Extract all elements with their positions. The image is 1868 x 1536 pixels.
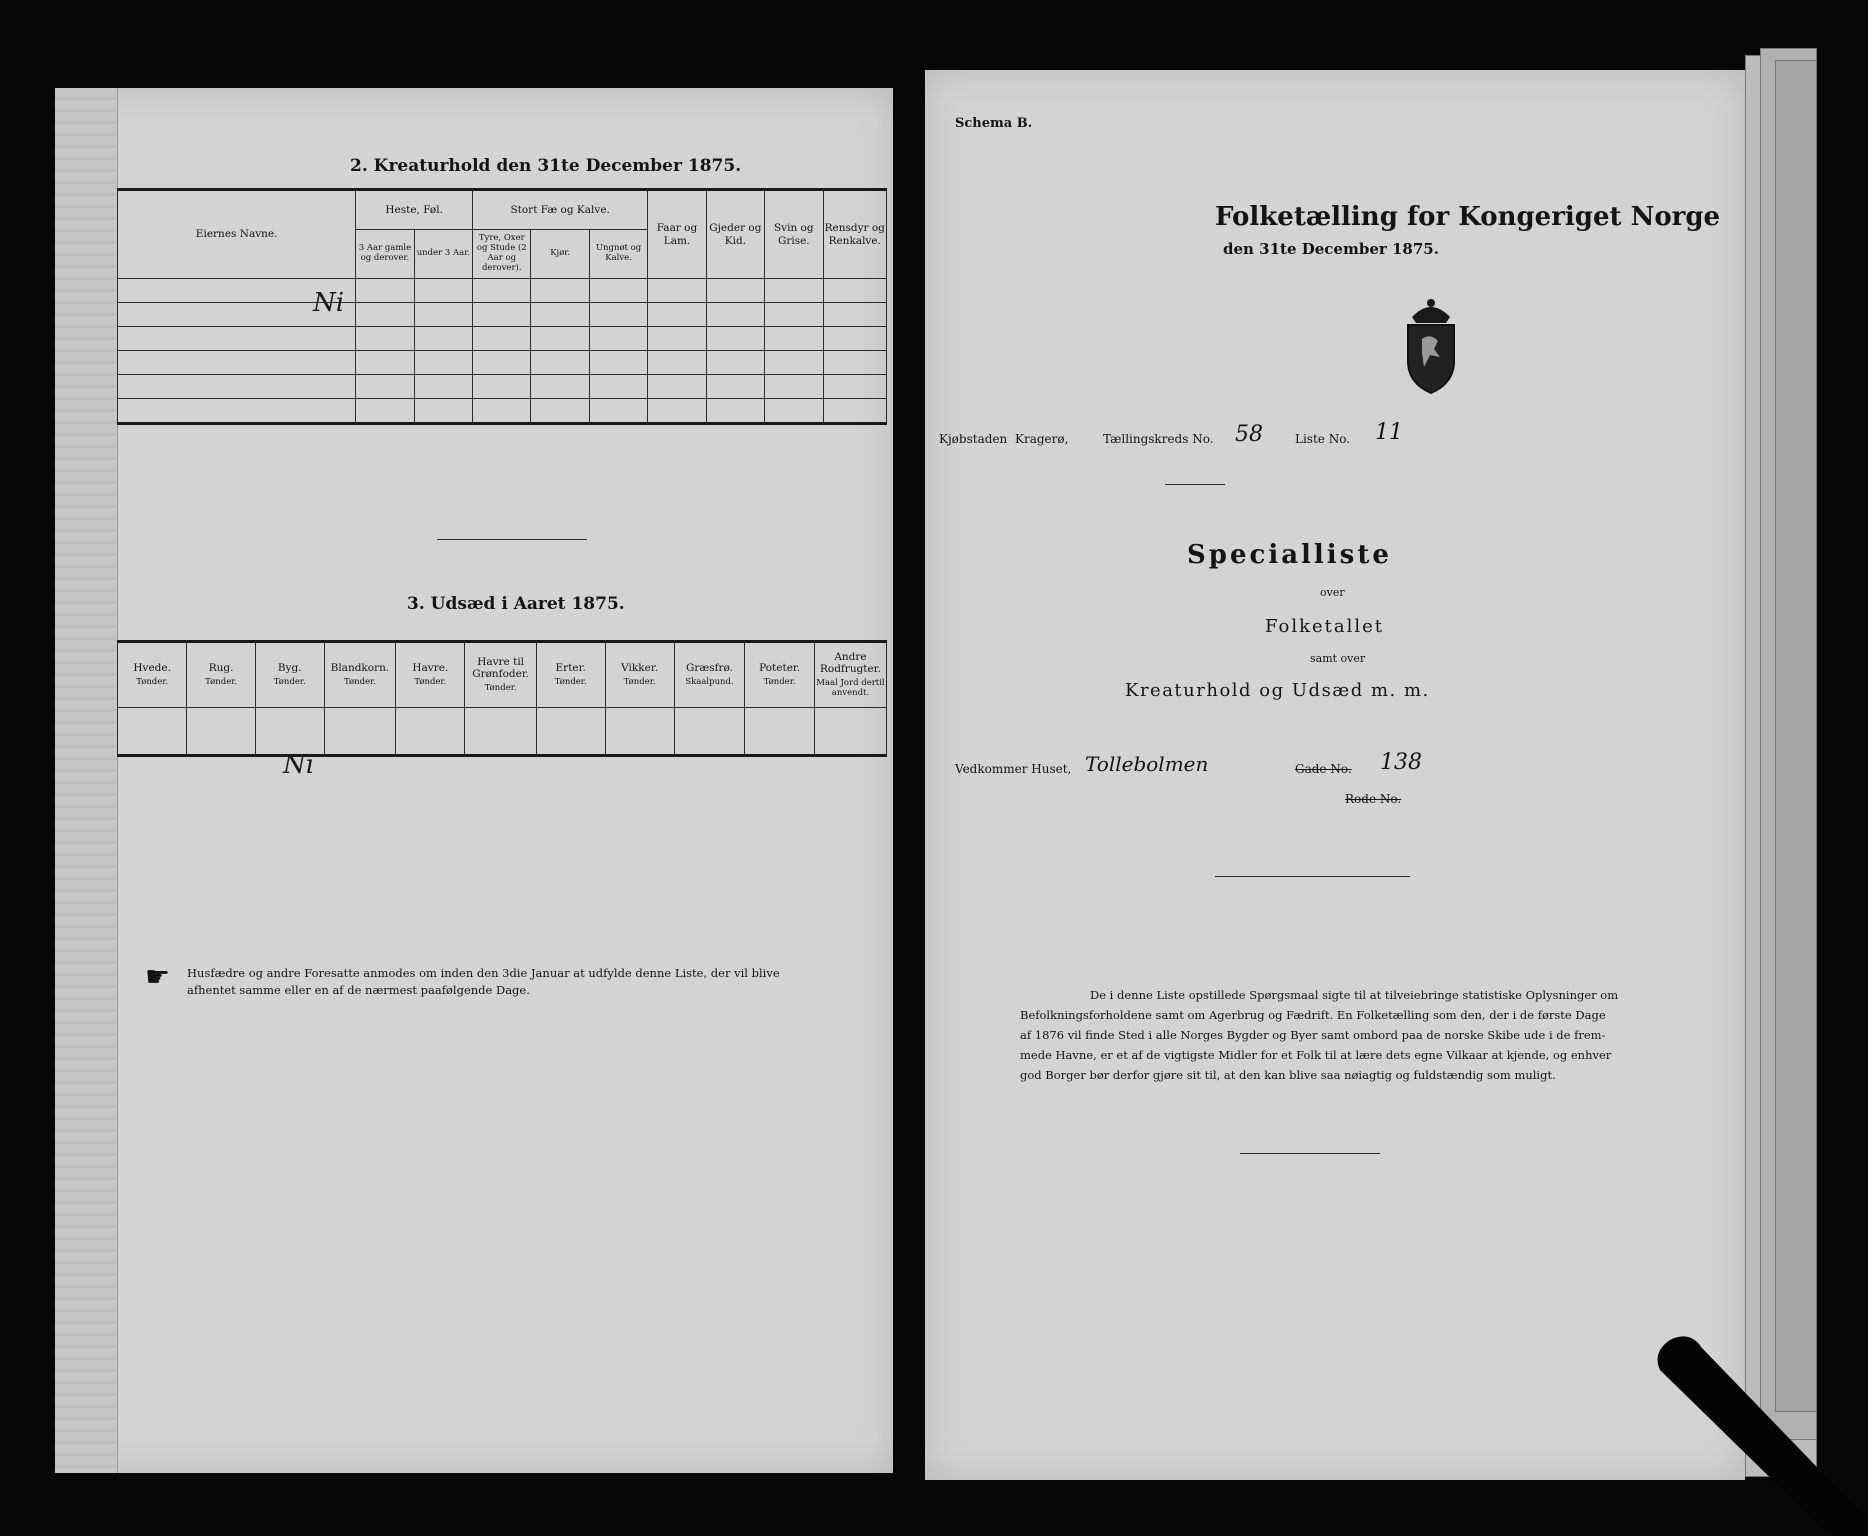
kreaturhold-title: 2. Kreaturhold den 31te December 1875.: [350, 156, 742, 176]
vedkommer-label: Vedkommer Huset,: [955, 762, 1072, 776]
table-cell: [187, 708, 256, 756]
col-rensdyr: Rensdyr og Renkalve.: [823, 190, 887, 279]
left-page: [55, 88, 893, 1473]
rode-label: Rode No.: [1345, 792, 1402, 806]
udsaed-col-9: [745, 642, 815, 708]
udsaed-table: [117, 640, 887, 757]
table-row: [118, 327, 887, 351]
udsaed-col-10: [814, 642, 886, 708]
table-cell: [465, 708, 536, 756]
col-ungnot: Ungnøt og Kalve.: [589, 230, 647, 279]
census-date: den 31te December 1875.: [1223, 240, 1439, 258]
over-text: over: [1320, 586, 1345, 599]
udsaed-col-1: [187, 642, 256, 708]
table-row: [118, 279, 887, 303]
kreaturhold-handwritten-entry: Ni: [313, 288, 345, 318]
table-cell: [674, 708, 745, 756]
kjobstad-label: Kjøbstaden: [939, 432, 1008, 446]
udsaed-col-3: [324, 642, 396, 708]
udsaed-col-name: Havre.: [412, 662, 449, 675]
udsaed-col-name: Byg.: [277, 662, 302, 675]
udsaed-col-name: Hvede.: [133, 662, 171, 675]
kreds-label: Tællingskreds No.: [1103, 432, 1214, 446]
samt-over-text: samt over: [1310, 652, 1366, 665]
table-cell: [396, 708, 465, 756]
kjobstad-value: Kragerø,: [1015, 432, 1069, 446]
instructions-paragraph: [1020, 985, 1690, 1085]
notice-line-2: afhentet samme eller en af de nærmest paafølgende Dage.: [187, 983, 530, 997]
col-kjor: Kjør.: [531, 230, 589, 279]
udsaed-col-unit: Tønder.: [554, 677, 587, 688]
table-row: [118, 351, 887, 375]
gade-value: 138: [1380, 750, 1422, 775]
udsaed-col-6: [536, 642, 605, 708]
paragraph-line: Befolkningsforholdene samt om Agerbrug og Fædrift. En Folketælling som den, der i de første Dage: [1020, 1008, 1606, 1022]
kreds-value: 58: [1235, 422, 1263, 447]
vedkommer-value: Tollebolmen: [1085, 752, 1209, 776]
udsaed-col-unit: Skaalpund.: [685, 677, 734, 688]
udsaed-col-0: [118, 642, 187, 708]
binder-clip: [1640, 1330, 1868, 1536]
udsaed-col-unit: Tønder.: [484, 683, 517, 694]
gade-label: Gade No.: [1295, 762, 1352, 776]
divider: [1240, 1153, 1380, 1154]
divider: [437, 539, 587, 540]
col-heste-3aar: 3 Aar gamle og derover.: [356, 230, 414, 279]
udsaed-col-name: Erter.: [555, 662, 586, 675]
udsaed-col-name: Vikker.: [621, 662, 659, 675]
col-heste-under3: under 3 Aar.: [414, 230, 472, 279]
paragraph-line: mede Havne, er et af de vigtigste Midler for et Folk til at lære dets egne Vilkaar at kjende, og enhver: [1020, 1048, 1612, 1062]
udsaed-col-name: Andre Rodfrugter.: [819, 651, 881, 676]
coat-of-arms-icon: [1400, 295, 1462, 395]
liste-label: Liste No.: [1295, 432, 1351, 446]
udsaed-col-4: [396, 642, 465, 708]
table-row: [118, 399, 887, 424]
table-row: [118, 303, 887, 327]
paragraph-line: god Borger bør derfor gjøre sit til, at den kan blive saa nøiagtig og fuldstændig som muligt.: [1020, 1068, 1556, 1082]
udsaed-col-unit: Tønder.: [763, 677, 796, 688]
udsaed-col-unit: Tønder.: [136, 677, 169, 688]
col-gjeder: Gjeder og Kid.: [706, 190, 764, 279]
udsaed-col-name: Blandkorn.: [330, 662, 390, 675]
udsaed-title: 3. Udsæd i Aaret 1875.: [407, 594, 625, 614]
udsaed-col-unit: Maal Jord dertil anvendt.: [816, 678, 885, 699]
page-edge: [1775, 60, 1817, 1412]
census-title: Folketælling for Kongeriget Norge: [1215, 202, 1721, 232]
paragraph-line: af 1876 vil finde Sted i alle Norges Bygder og Byer samt ombord paa de norske Skibe ude i de frem-: [1020, 1028, 1606, 1042]
pointing-hand-icon: ☛: [145, 960, 171, 993]
udsaed-col-name: Rug.: [208, 662, 234, 675]
udsaed-col-2: [255, 642, 324, 708]
udsaed-col-unit: Tønder.: [623, 677, 656, 688]
col-eiernes-navne: Eiernes Navne.: [118, 190, 356, 279]
udsaed-col-unit: Tønder.: [205, 677, 238, 688]
divider: [1215, 876, 1410, 877]
table-cell: [814, 708, 886, 756]
udsaed-header-row: [118, 642, 887, 708]
col-heste: Heste, Føl.: [356, 190, 473, 230]
table-cell: [745, 708, 815, 756]
table-cell: [118, 708, 187, 756]
table-cell: [605, 708, 674, 756]
folketallet-text: Folketallet: [1265, 616, 1385, 637]
udsaed-col-unit: Tønder.: [414, 677, 447, 688]
paragraph-line: De i denne Liste opstillede Spørgsmaal sigte til at tilveiebringe statistiske Oplysninger om: [1090, 988, 1619, 1002]
udsaed-col-unit: Tønder.: [343, 677, 376, 688]
right-page: [925, 70, 1745, 1480]
table-cell: [536, 708, 605, 756]
notice-line-1: Husfædre og andre Foresatte anmodes om inden den 3die Januar at udfylde denne Liste, der vil blive: [187, 966, 780, 980]
liste-value: 11: [1375, 420, 1403, 445]
table-cell: [255, 708, 324, 756]
col-stort-fae: Stort Fæ og Kalve.: [473, 190, 648, 230]
kreaturhold-table: [117, 188, 887, 425]
udsaed-col-name: Græsfrø.: [685, 662, 733, 675]
schema-label: Schema B.: [955, 116, 1033, 131]
kreaturhold-udsaed-text: Kreaturhold og Udsæd m. m.: [1125, 680, 1430, 701]
table-row: [118, 708, 887, 756]
udsaed-col-name: Poteter.: [759, 662, 801, 675]
udsaed-col-7: [605, 642, 674, 708]
col-faar: Faar og Lam.: [648, 190, 706, 279]
divider: [1165, 484, 1225, 485]
udsaed-col-unit: Tønder.: [273, 677, 306, 688]
udsaed-handwritten-entry: Ni: [283, 750, 315, 780]
col-tyre: Tyre, Oxer og Stude (2 Aar og derover).: [473, 230, 531, 279]
udsaed-col-5: [465, 642, 536, 708]
udsaed-col-8: [674, 642, 745, 708]
specialliste-heading: Specialliste: [1187, 540, 1392, 570]
table-row: [118, 375, 887, 399]
col-svin: Svin og Grise.: [765, 190, 823, 279]
udsaed-col-name: Havre til Grønfoder.: [472, 656, 530, 681]
bound-margin-strip: [55, 88, 118, 1473]
table-cell: [324, 708, 396, 756]
